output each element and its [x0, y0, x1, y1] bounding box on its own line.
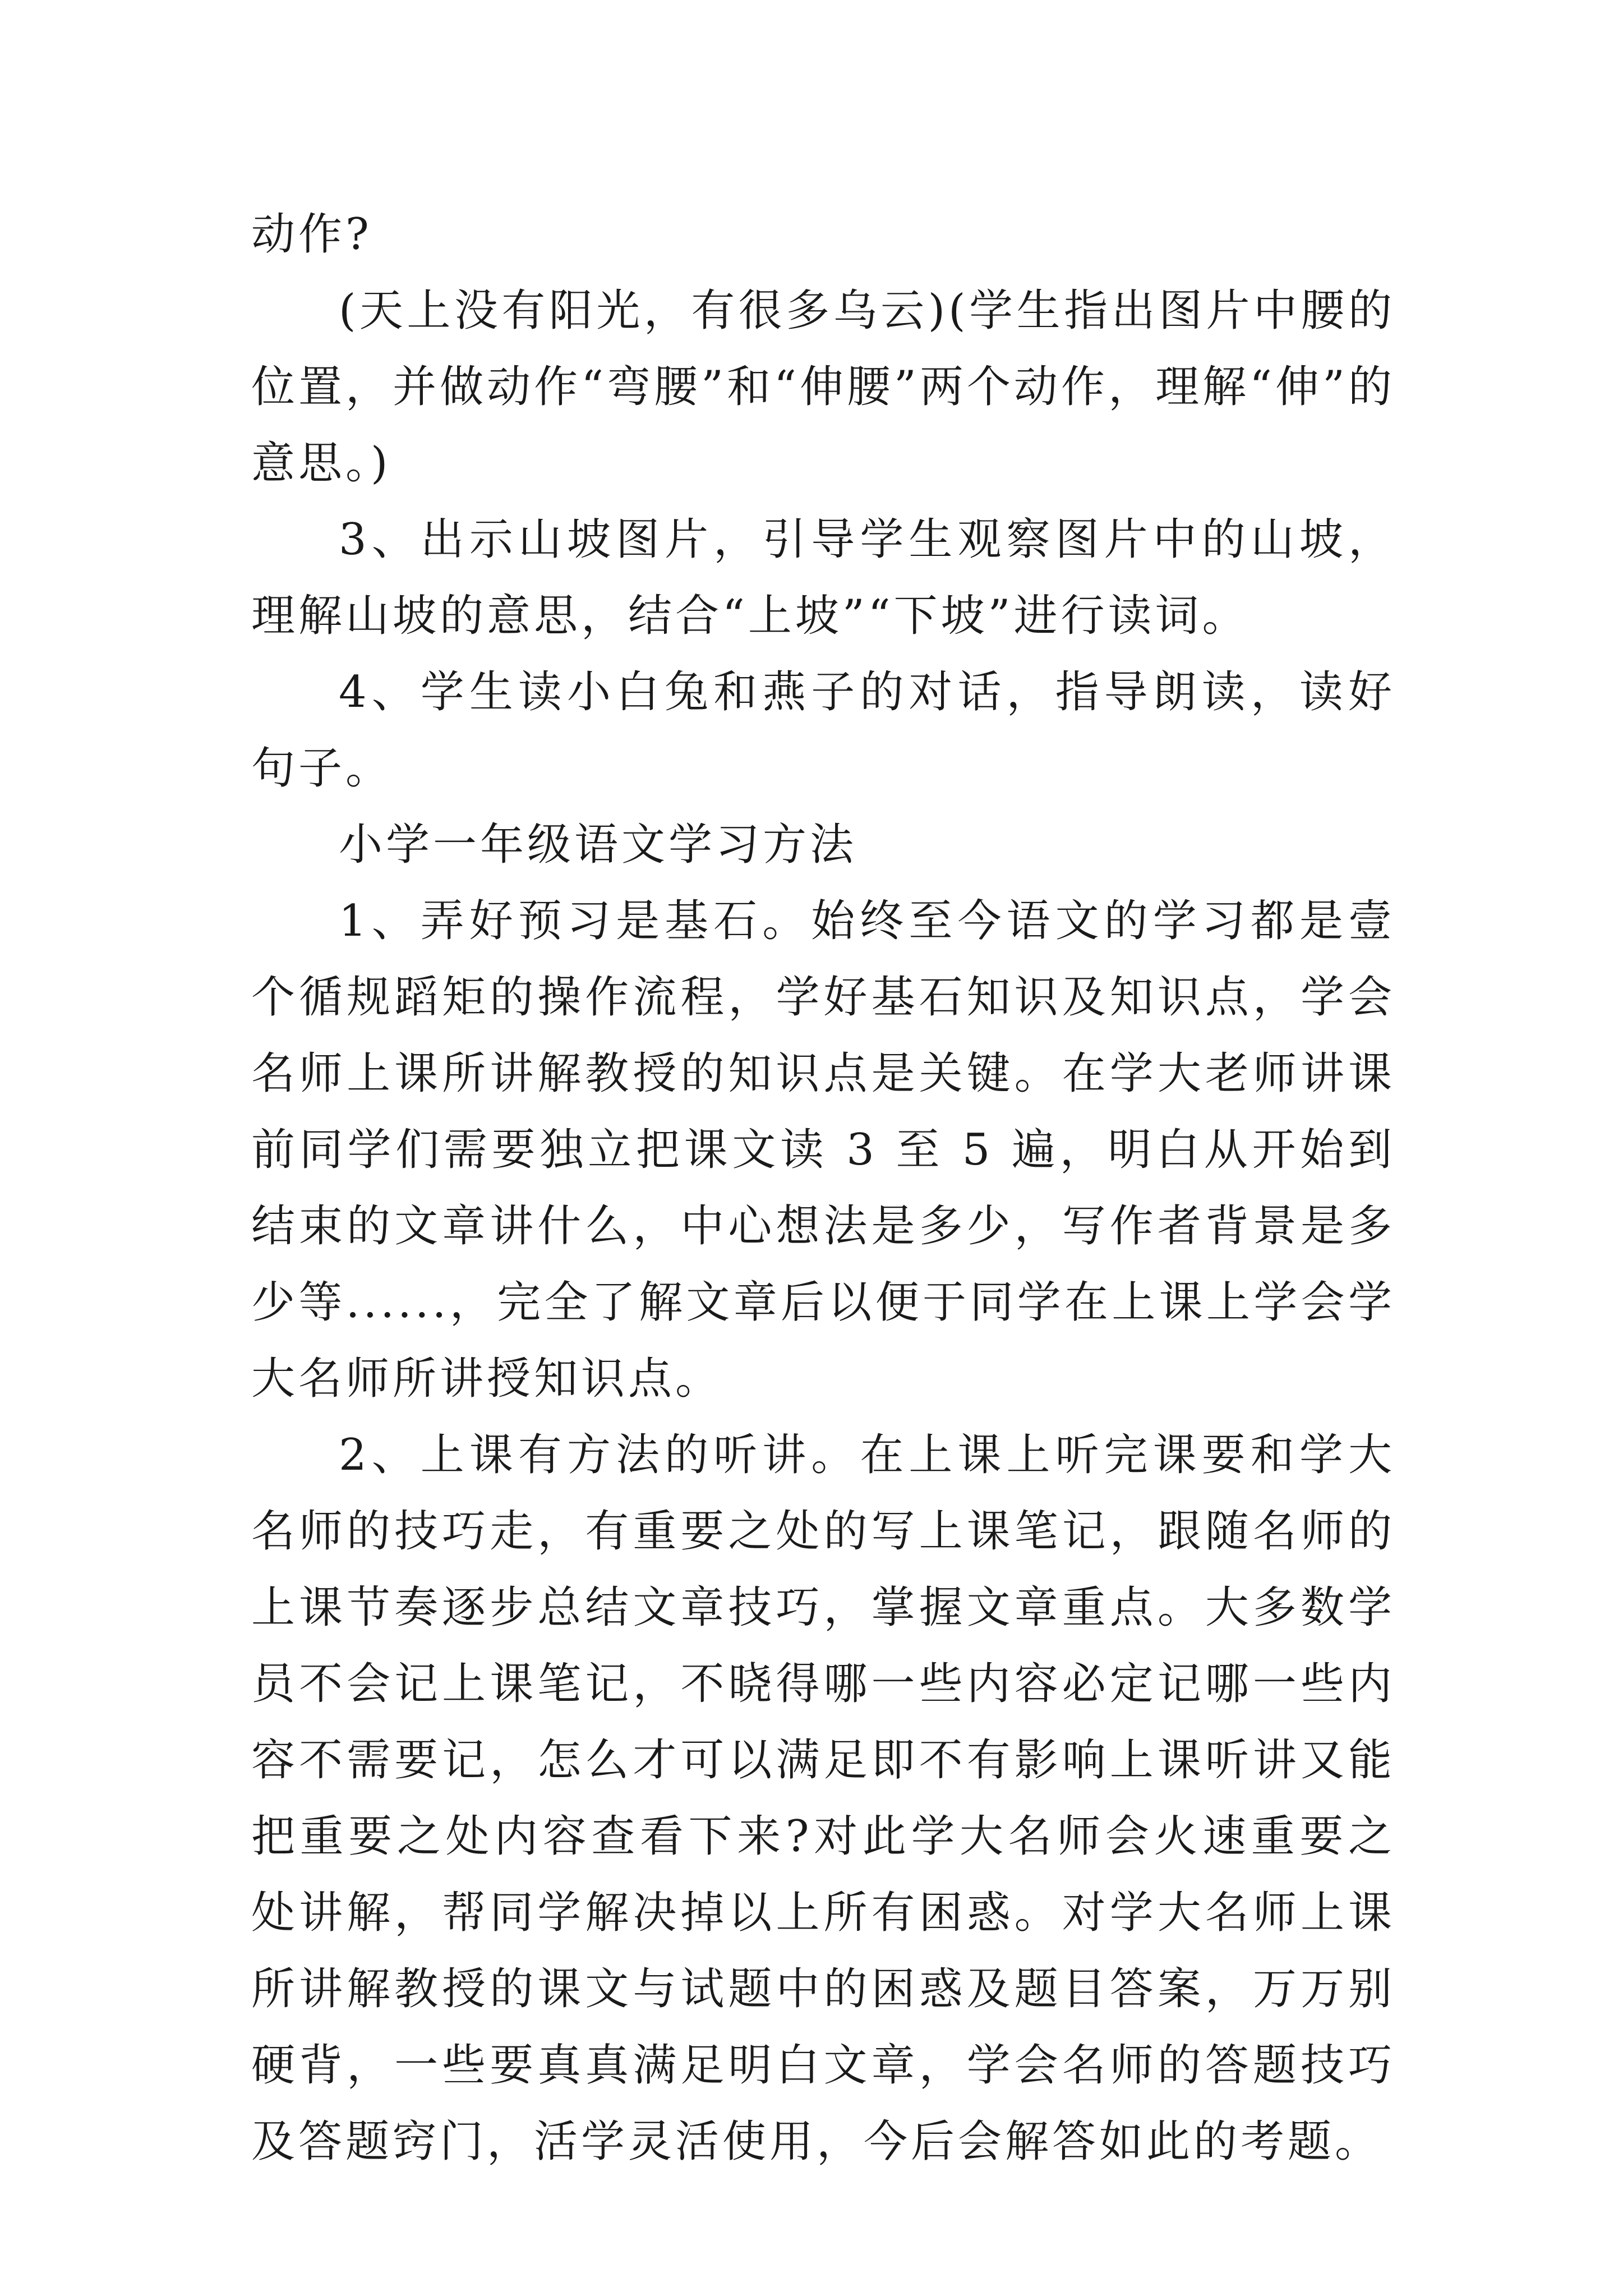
- section-heading: 小学一年级语文学习方法: [339, 820, 857, 870]
- paragraph: 动作?: [251, 209, 372, 260]
- document-body: [251, 196, 1395, 2180]
- paragraph: 1、弄好预习是基石。始终至今语文的学习都是壹个循规蹈矩的操作流程，学好基石知识及知识点，学会名师上课所讲解教授的知识点是关键。在学大老师讲课前同学们需要独立把课文读 3 至 5 遍，明白从开始到结束的文章讲什么，中心想法是多少，写作者背景是多少等......，完全了解文章后以便于同学在上课上学会学大名师所讲授知识点。: [251, 896, 1395, 1404]
- paragraph: 4、学生读小白兔和燕子的对话，指导朗读，读好句子。: [251, 667, 1395, 794]
- paragraph: (天上没有阳光，有很多乌云)(学生指出图片中腰的位置，并做动作“弯腰”和“伸腰”两个动作，理解“伸”的意思。): [251, 286, 1395, 489]
- paragraph: 3、出示山坡图片，引导学生观察图片中的山坡，理解山坡的意思，结合“上坡”“下坡”进行读词。: [251, 514, 1395, 641]
- paragraph: 2、上课有方法的听讲。在上课上听完课要和学大名师的技巧走，有重要之处的写上课笔记，跟随名师的上课节奏逐步总结文章技巧，掌握文章重点。大多数学员不会记上课笔记，不晓得哪一些内容必定记哪一些内容不需要记，怎么才可以满足即不有影响上课听讲又能把重要之处内容查看下来?对此学大名师会火速重要之处讲解，帮同学解决掉以上所有困惑。对学大名师上课所讲解教授的课文与试题中的困惑及题目答案，万万别硬背，一些要真真满足明白文章，学会名师的答题技巧及答题窍门，活学灵活使用，今后会解答如此的考题。: [251, 1430, 1395, 2167]
